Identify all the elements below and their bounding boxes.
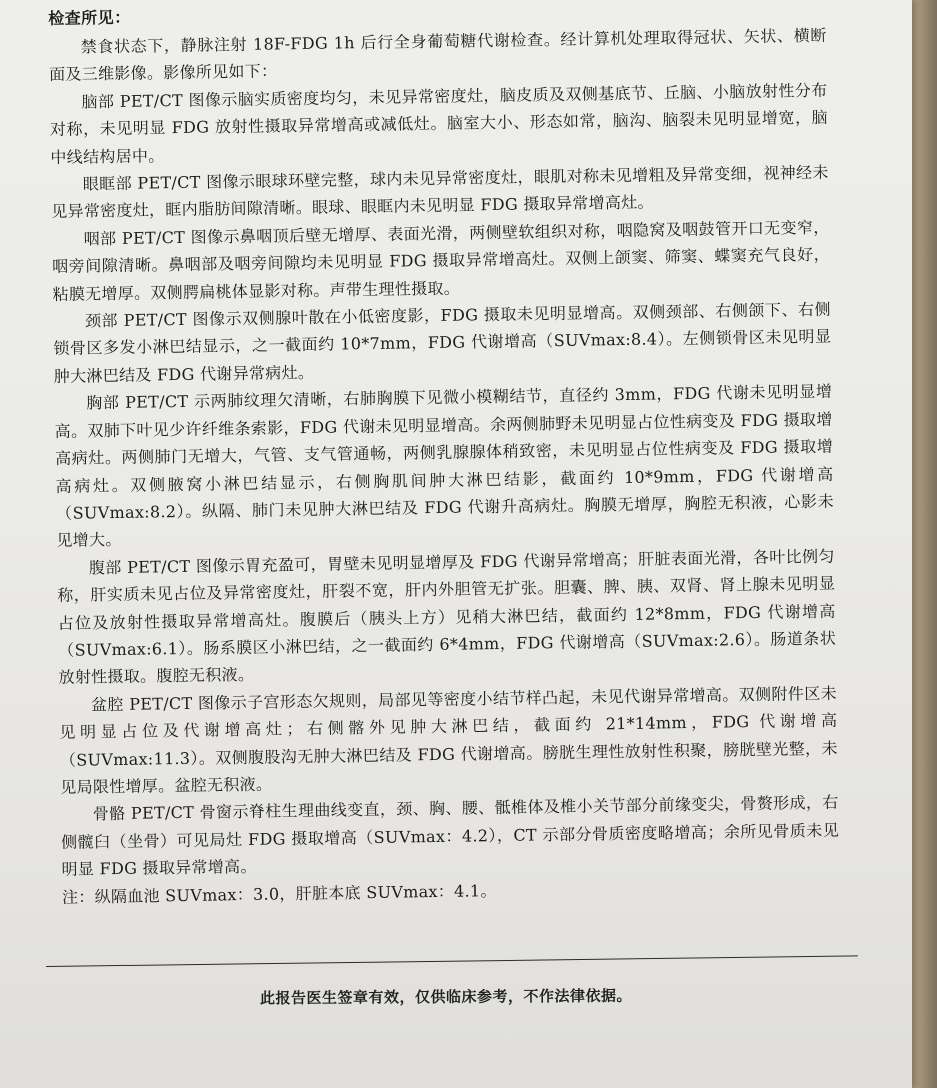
report-body: [48, 0, 840, 911]
note-line: 注：纵隔血池 SUVmax：3.0，肝脏本底 SUVmax：4.1。: [61, 880, 497, 907]
paragraph-orbit: 眼眶部 PET/CT 图像示眼球环壁完整，球内未见异常密度灶，眼肌对称未见增粗及异常变细，视神经未见异常密度灶，眶内脂肪间隙清晰。眼球、眼眶内未见明显 FDG 摄取异常增高灶。: [51, 162, 829, 222]
footer-divider: [46, 955, 858, 967]
paragraph-chest: 胸部 PET/CT 示两肺纹理欠清晰，右肺胸膜下见微小模糊结节，直径约 3mm，FDG 代谢未见明显增高。双肺下叶见少许纤维条索影，FDG 代谢未见明显增高。余两侧肺野未见明显占位性病变及 FDG 摄取增高病灶。两侧肺门无增大，气管、支气管通畅，两侧乳腺腺体稍致密，未见明显占位性病变及 FDG 摄取增高病灶。双侧腋窝小淋巴结显示，右侧胸肌间肿大淋巴结影，截面约 10*9mm，FDG 代谢增高（SUVmax:8.2）。纵隔、肺门未见肿大淋巴结及 FDG 代谢升高病灶。胸膜无增厚，胸腔无积液，心影未见增大。: [54, 382, 835, 551]
paragraph-bone: 骨骼 PET/CT 骨窗示脊柱生理曲线变直，颈、胸、腰、骶椎体及椎小关节部分前缘变尖，骨赘形成，右侧髋臼（坐骨）可见局灶 FDG 摄取增高（SUVmax：4.2），CT 示部分骨质密度略增高；余所见骨质未见明显 FDG 摄取异常增高。: [61, 793, 840, 880]
paragraph-neck: 颈部 PET/CT 图像示双侧腺叶散在小低密度影，FDG 摄取未见明显增高。双侧颈部、右侧颌下、右侧锁骨区多发小淋巴结显示，之一截面约 10*7mm，FDG 代谢增高（SUVmax:8.4）。左侧锁骨区未见明显肿大淋巴结及 FDG 代谢异常病灶。: [53, 299, 832, 386]
paragraph-pelvis: 盆腔 PET/CT 图像示子宫形态欠规则，局部见等密度小结节样凸起，未见代谢异常增高。双侧附件区未见明显占位及代谢增高灶；右侧髂外见肿大淋巴结，截面约 21*14mm，FDG 代谢增高（SUVmax:11.3）。双侧腹股沟无肿大淋巴结及 FDG 代谢增高。膀胱生理性放射性积聚，膀胱壁光整，未见局限性增厚。盆腔无积液。: [59, 683, 838, 797]
paragraph-intro: 禁食状态下，静脉注射 18F-FDG 1h 后行全身葡萄糖代谢检查。经计算机处理取得冠状、矢状、横断面及三维影像。影像所见如下：: [48, 25, 827, 85]
paragraph-brain: 脑部 PET/CT 图像示脑实质密度均匀，未见异常密度灶，脑皮质及双侧基底节、丘脑、小脑放射性分布对称，未见明显 FDG 放射性摄取异常增高或减低灶。脑室大小、形态如常，脑沟、脑裂未见明显增宽，脑中线结构居中。: [49, 80, 829, 167]
section-heading: 检查所见：: [48, 7, 131, 28]
paragraph-pharynx: 咽部 PET/CT 图像示鼻咽顶后壁无增厚、表面光滑，两侧壁软组织对称，咽隐窝及咽鼓管开口无变窄，咽旁间隙清晰。鼻咽部及咽旁间隙均未见明显 FDG 摄取异常增高灶。双侧上颌窦、筛窦、蝶窦充气良好，粘膜无增厚。双侧腭扁桃体显影对称。声带生理性摄取。: [51, 217, 831, 304]
paragraph-abdomen: 腹部 PET/CT 图像示胃充盈可，胃壁未见明显增厚及 FDG 代谢异常增高；肝脏表面光滑，各叶比例匀称，肝实质未见占位及异常密度灶，肝裂不宽，肝内外胆管无扩张。胆囊、脾、胰、双肾、肾上腺未见明显占位及放射性摄取异常增高灶。腹膜后（胰头上方）见稍大淋巴结，截面约 12*8mm，FDG 代谢增高（SUVmax:6.1）。肠系膜区小淋巴结，之一截面约 6*4mm，FDG 代谢增高（SUVmax:2.6）。肠道条状放射性摄取。腹腔无积液。: [57, 546, 837, 688]
footer-disclaimer: 此报告医生签章有效，仅供临床参考，不作法律依据。: [259, 986, 633, 1008]
